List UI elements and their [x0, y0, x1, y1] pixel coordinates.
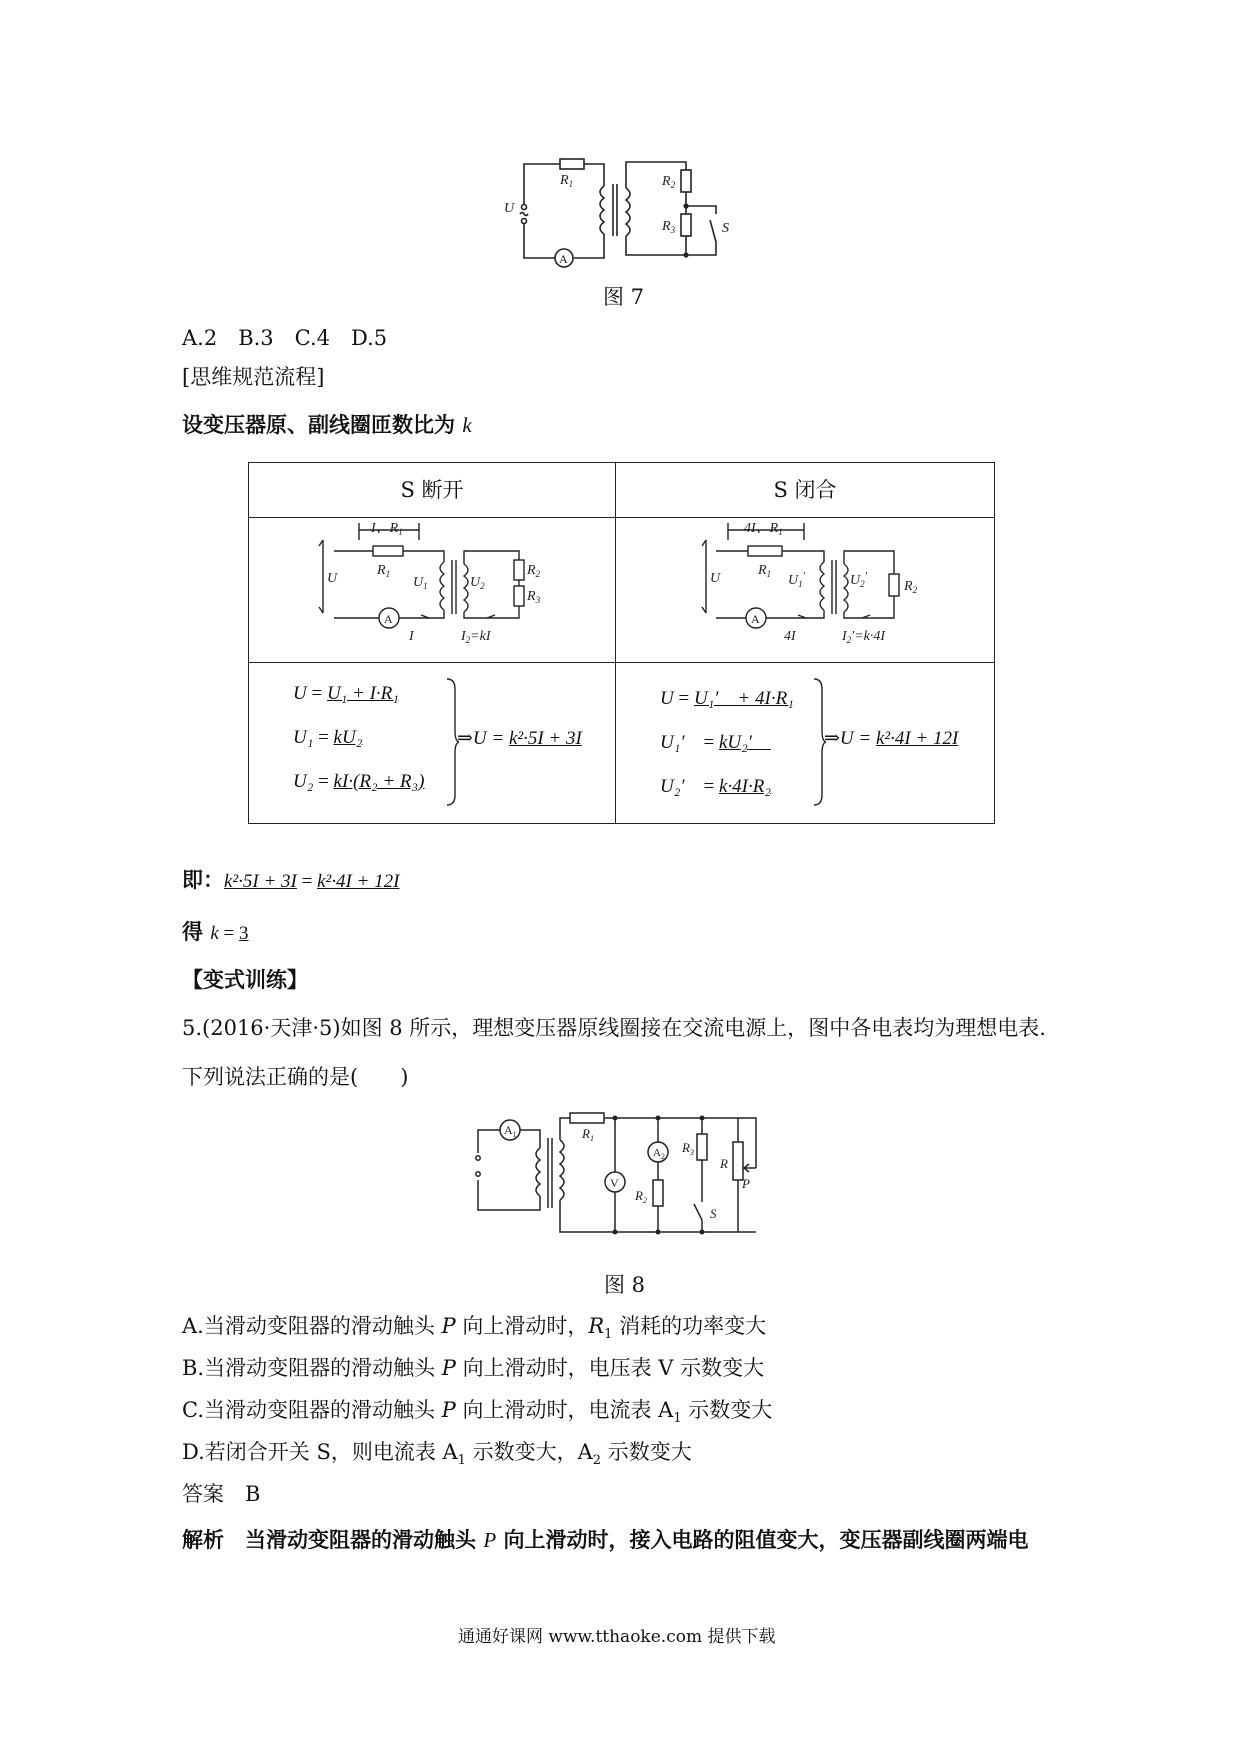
equations-s-open: [249, 663, 616, 824]
equations-s-closed: [616, 663, 995, 824]
svg-text:U: U: [327, 571, 338, 586]
svg-text:S: S: [710, 1206, 717, 1221]
diagram-s-open-cell: [249, 518, 616, 663]
option-a[interactable]: A.当滑动变阻器的滑动触头 P 向上滑动时，$R_1$ 消耗的功率变大: [182, 1314, 767, 1343]
svg-text:A: A: [384, 612, 393, 626]
footer-credit: 通通好课网 www.tthaoke.com 提供下载: [458, 1627, 776, 1647]
eq-left-2: U₁ = kU₂: [293, 727, 363, 748]
svg-text:P: P: [742, 1176, 750, 1191]
svg-text:R2: $R_2$: [635, 1188, 647, 1205]
section-variant-heading: 【变式训练】: [182, 968, 308, 992]
svg-text:4I、R1: 4I、$R_1$: [744, 521, 783, 537]
svg-text:I、R1: I、$R_1$: [371, 521, 403, 537]
svg-text:R2: $R_2$: [527, 563, 541, 579]
svg-text:A: A: [559, 252, 568, 266]
eq-right-3: U₂′ = k·4I·R₂: [660, 776, 771, 797]
option-d[interactable]: D.若闭合开关 S，则电流表 $A_1$ 示数变大，$A_2$ 示数变大: [182, 1440, 692, 1469]
setup-sentence: 设变压器原、副线圈匝数比为 k: [182, 413, 472, 437]
svg-text:R2: $R_2$: [662, 174, 676, 190]
figure-7-circuit: [490, 150, 760, 275]
eq-left-result: ⇒U = k²·5I + 3I: [457, 728, 582, 749]
svg-text:R1: $R_1$: [560, 173, 574, 189]
de-line: 得 k = 3: [182, 920, 249, 944]
svg-text:I2=kI: $I_2=kI$: [461, 629, 491, 645]
answer-line: 答案 B: [182, 1482, 261, 1506]
question-5-line-2: 下列说法正确的是( ): [182, 1065, 409, 1089]
svg-text:S: S: [722, 221, 729, 236]
svg-text:R1: $R_1$: [377, 563, 391, 579]
svg-text:V: V: [610, 1176, 619, 1190]
svg-text:A: A: [751, 612, 760, 626]
eq-right-1: U = U₁′ + 4I·R₁: [660, 688, 794, 709]
figure-7-caption: 图 7: [603, 285, 645, 309]
diagram-s-closed-cell: [616, 518, 995, 663]
svg-text:U1′: $U_1'$: [788, 570, 806, 589]
diagram-s-closed: [616, 518, 994, 658]
svg-text:R2: $R_2$: [904, 579, 918, 595]
options-line: A.2 B.3 C.4 D.5: [182, 326, 388, 350]
header-s-closed: S 闭合: [616, 463, 995, 518]
ji-line: 即：k²·5I + 3I = k²·4I + 12I: [182, 868, 400, 892]
svg-text:I2′=k·4I: $I_2'=k\cdot 4I$: [842, 629, 886, 645]
question-5-line-1: 5.(2016·天津·5)如图 8 所示，理想变压器原线圈接在交流电源上，图中各电表均为理想电表.: [182, 1016, 1046, 1040]
diagram-s-open: [249, 518, 615, 658]
svg-text:R3: $R_3$: [662, 219, 676, 235]
header-s-open: S 断开: [249, 463, 616, 518]
svg-text:U2: $U_2$: [470, 575, 485, 591]
figure-8-caption: 图 8: [604, 1273, 646, 1297]
svg-text:R: R: [720, 1156, 728, 1171]
svg-text:4I: 4I: [784, 629, 796, 644]
svg-text:A1: $A_1$: [504, 1123, 517, 1139]
svg-text:U1: $U_1$: [413, 575, 428, 591]
eq-left-1: U = U₁ + I·R₁: [293, 683, 399, 704]
eq-left-3: U₂ = kI·(R₂ + R₃): [293, 771, 425, 792]
option-c[interactable]: C.当滑动变阻器的滑动触头 P 向上滑动时，电流表 $A_1$ 示数变大: [182, 1398, 773, 1427]
fig7-label-u: U: [504, 201, 515, 216]
svg-text:R1: $R_1$: [582, 1126, 594, 1143]
section-flow-heading: [思维规范流程]: [182, 365, 325, 389]
flow-table: [248, 462, 995, 824]
svg-text:U: U: [710, 571, 721, 586]
svg-text:A2: $A_2$: [653, 1147, 665, 1161]
option-b[interactable]: B.当滑动变阻器的滑动触头 P 向上滑动时，电压表 V 示数变大: [182, 1356, 765, 1380]
svg-text:R3: $R_3$: [527, 589, 541, 605]
svg-text:R3: $R_3$: [682, 1140, 694, 1157]
eq-right-result: ⇒U = k²·4I + 12I: [824, 728, 959, 749]
svg-text:U2′: $U_2'$: [850, 570, 868, 589]
svg-text:R1: $R_1$: [758, 563, 772, 579]
figure-8-circuit: [470, 1108, 770, 1243]
analysis-line: 解析 当滑动变阻器的滑动触头 P 向上滑动时，接入电路的阻值变大，变压器副线圈两端电: [182, 1528, 1029, 1552]
svg-text:I: I: [409, 629, 414, 644]
eq-right-2: U₁′ = kU₂′: [660, 732, 771, 753]
